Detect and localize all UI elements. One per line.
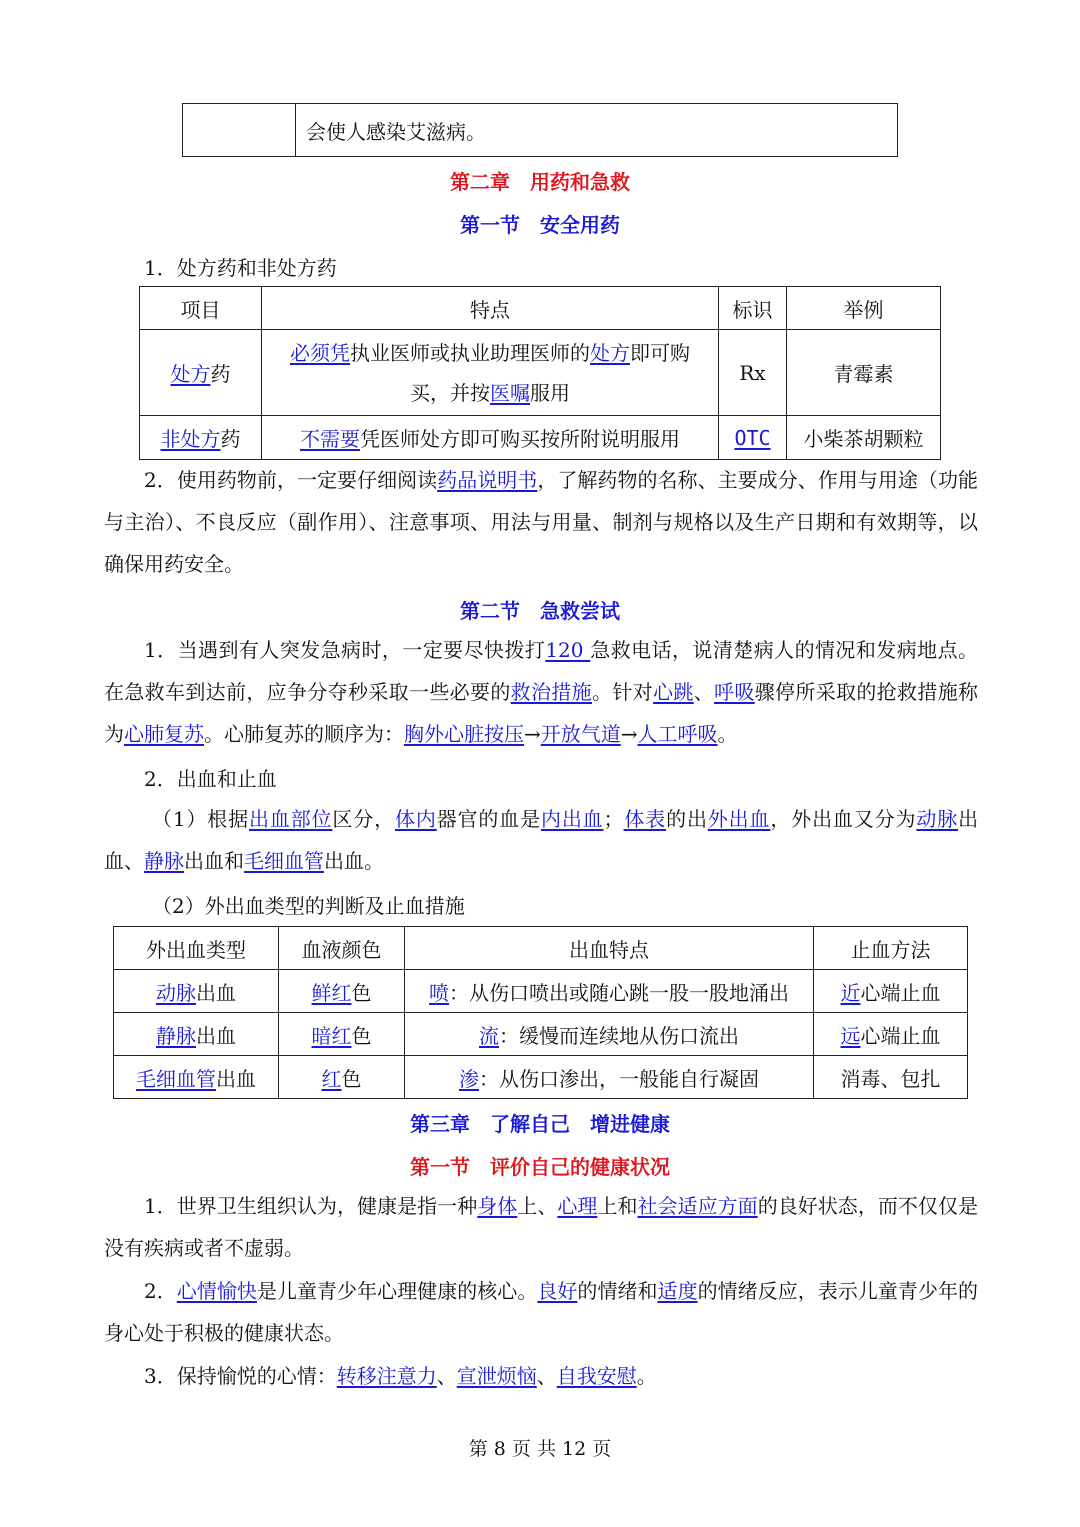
first-aid-paragraph: 1．当遇到有人突发急病时，一定要尽快拨打120 急救电话，说清楚病人的情况和发病地点。在急救车到达前，应争分夺秒采取一些必要的救治措施。针对心跳、呼吸骤停所采取的抢救措施称为心肺复苏。心肺复苏的顺序为：胸外心脏按压→开放气道→人工呼吸。 bbox=[104, 638, 979, 746]
bleed-type: 毛细血管出血 bbox=[114, 1056, 279, 1099]
rx-header-item: 项目 bbox=[140, 287, 262, 330]
bleeding-paragraph-1: （1）根据出血部位区分，体内器官的血是内出血；体表的出外出血，外出血又分为动脉出血、静脉出血和毛细血管出血。 bbox=[104, 807, 979, 873]
rx-header-mark: 标识 bbox=[719, 287, 787, 330]
rx-row1-feature: 必须凭执业医师或执业助理医师的处方即可购 买，并按医嘱服用 bbox=[262, 330, 719, 416]
bleed-color: 暗红色 bbox=[279, 1013, 405, 1056]
top-table-text-cell: 会使人感染艾滋病。 bbox=[296, 104, 898, 157]
page-footer: 第 8 页 共 12 页 bbox=[468, 1438, 612, 1460]
chapter-2-title: 第二章 用药和急救 bbox=[450, 170, 630, 194]
rx-intro: 1．处方药和非处方药 bbox=[144, 256, 337, 280]
bleed-type: 静脉出血 bbox=[114, 1013, 279, 1056]
top-table bbox=[182, 103, 898, 157]
health-paragraph-3: 3．保持愉悦的心情：转移注意力、宣泄烦恼、自我安慰。 bbox=[144, 1364, 657, 1388]
rx-row2-item: 非处方药 bbox=[140, 416, 262, 460]
bleeding-paragraph-2: （2）外出血类型的判断及止血措施 bbox=[152, 894, 465, 918]
bleed-method: 近心端止血 bbox=[814, 970, 968, 1013]
rx-row2-example: 小柴茶胡颗粒 bbox=[787, 416, 941, 460]
bleed-header-color: 血液颜色 bbox=[279, 927, 405, 970]
health-paragraph-1: 1．世界卫生组织认为，健康是指一种身体上、心理上和社会适应方面的良好状态，而不仅仅是没有疾病或者不虚弱。 bbox=[104, 1194, 978, 1260]
bleed-feature: 流：缓慢而连续地从伤口流出 bbox=[405, 1013, 814, 1056]
ch2-section-1-title: 第一节 安全用药 bbox=[460, 213, 620, 237]
ch2-section-2-title: 第二节 急救尝试 bbox=[460, 599, 620, 623]
bleed-method: 远心端止血 bbox=[814, 1013, 968, 1056]
table-row bbox=[114, 1013, 968, 1056]
rx-row1-example: 青霉素 bbox=[787, 330, 941, 416]
chapter-3-title: 第三章 了解自己 增进健康 bbox=[410, 1112, 670, 1136]
bleed-header-feature: 出血特点 bbox=[405, 927, 814, 970]
bleed-header-method: 止血方法 bbox=[814, 927, 968, 970]
ch3-section-1-title: 第一节 评价自己的健康状况 bbox=[410, 1155, 670, 1179]
rx-header-example: 举例 bbox=[787, 287, 941, 330]
health-paragraph-2: 2．心情愉快是儿童青少年心理健康的核心。良好的情绪和适度的情绪反应，表示儿童青少年的身心处于积极的健康状态。 bbox=[104, 1279, 979, 1345]
bleed-color: 鲜红色 bbox=[279, 970, 405, 1013]
table-row bbox=[114, 970, 968, 1013]
bleed-feature: 喷：从伤口喷出或随心跳一股一股地涌出 bbox=[405, 970, 814, 1013]
bleed-header-type: 外出血类型 bbox=[114, 927, 279, 970]
bleeding-table bbox=[113, 926, 968, 1099]
drug-instructions-paragraph: 2．使用药物前，一定要仔细阅读药品说明书，了解药物的名称、主要成分、作用与用途（功能与主治）、不良反应（副作用）、注意事项、用法与用量、制剂与规格以及生产日期和有效期等，以确保用药安全。 bbox=[104, 468, 978, 576]
bleed-type: 动脉出血 bbox=[114, 970, 279, 1013]
bleed-color: 红色 bbox=[279, 1056, 405, 1099]
bleed-feature: 渗：从伤口渗出，一般能自行凝固 bbox=[405, 1056, 814, 1099]
rx-row1-item: 处方药 bbox=[140, 330, 262, 416]
top-table-empty-cell bbox=[183, 104, 296, 157]
rx-header-feature: 特点 bbox=[262, 287, 719, 330]
rx-table bbox=[139, 286, 941, 460]
rx-row2-feature: 不需要凭医师处方即可购买按所附说明服用 bbox=[262, 416, 719, 460]
rx-row2-mark: OTC bbox=[719, 416, 787, 460]
bleeding-title: 2．出血和止血 bbox=[144, 767, 277, 791]
rx-row1-mark: Rx bbox=[719, 330, 787, 416]
table-row bbox=[114, 1056, 968, 1099]
bleed-method: 消毒、包扎 bbox=[814, 1056, 968, 1099]
